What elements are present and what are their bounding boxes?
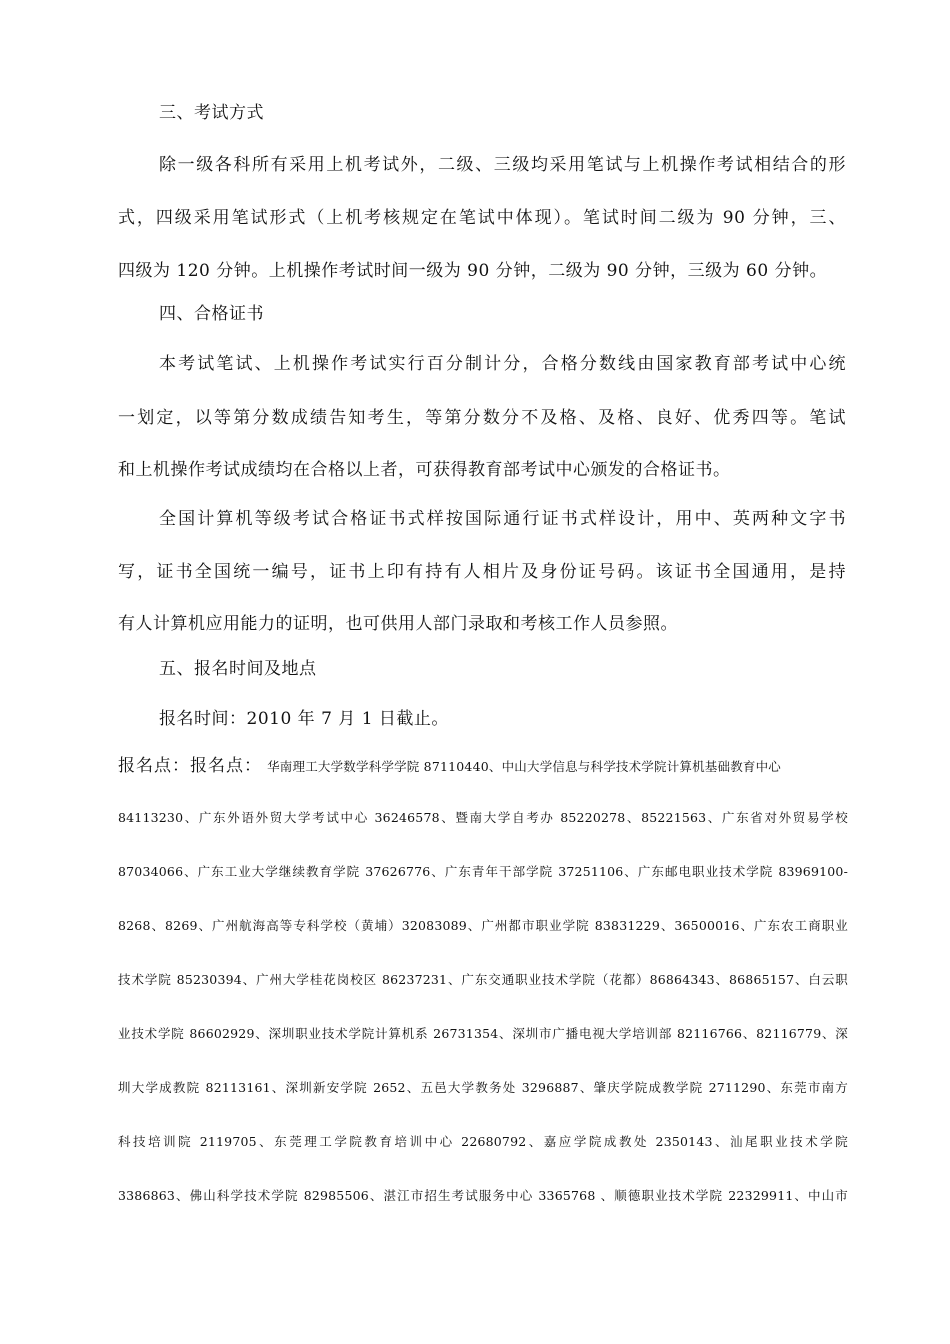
registration-points-line-3: 8268、8269、广州航海高等专科学校（黄埔）32083089、广州都市职业学院 83831229、36500016、广东农工商职业 xyxy=(118,918,848,933)
section-4-para-1-line-1: 本考试笔试、上机操作考试实行百分制计分，合格分数线由国家教育部考试中心统 xyxy=(159,354,846,374)
registration-points-line-6: 圳大学成教院 82113161、深圳新安学院 2652、五邑大学教务处 3296887、肇庆学院成教学院 2711290、东莞市南方 xyxy=(118,1080,848,1095)
section-3-heading: 三、考试方式 xyxy=(159,103,264,123)
section-4-heading: 四、合格证书 xyxy=(159,304,264,324)
section-4-para-1-line-2: 一划定，以等第分数成绩告知考生，等第分数分不及格、及格、良好、优秀四等。笔试 xyxy=(118,408,846,428)
section-3-line-3: 四级为 120 分钟。上机操作考试时间一级为 90 分钟，二级为 90 分钟，三级为 60 分钟。 xyxy=(118,261,828,281)
section-4-para-1-line-3: 和上机操作考试成绩均在合格以上者，可获得教育部考试中心颁发的合格证书。 xyxy=(118,460,731,480)
section-5-heading: 五、报名时间及地点 xyxy=(159,659,317,679)
registration-points-line-1: 84113230、广东外语外贸大学考试中心 36246578、暨南大学自考办 85220278、85221563、广东省对外贸易学校 xyxy=(118,810,848,825)
registration-points-label: 报名点：报名点： xyxy=(118,756,262,776)
registration-points-line-4: 技术学院 85230394、广州大学桂花岗校区 86237231、广东交通职业技术学院（花都）86864343、86865157、白云职 xyxy=(118,972,848,987)
section-3-line-2: 式，四级采用笔试形式（上机考核规定在笔试中体现）。笔试时间二级为 90 分钟，三、 xyxy=(118,208,846,228)
section-4-para-2-line-2: 写，证书全国统一编号，证书上印有持有人相片及身份证号码。该证书全国通用，是持 xyxy=(118,562,846,582)
section-4-para-2-line-1: 全国计算机等级考试合格证书式样按国际通行证书式样设计，用中、英两种文字书 xyxy=(159,509,846,529)
registration-points-first-text: 华南理工大学数学科学学院 87110440、中山大学信息与科学技术学院计算机基础教育中心 xyxy=(267,759,781,774)
registration-points-line-5: 业技术学院 86602929、深圳职业技术学院计算机系 26731354、深圳市广播电视大学培训部 82116766、82116779、深 xyxy=(118,1026,848,1041)
registration-points-first-line xyxy=(118,754,848,779)
registration-points-line-8: 3386863、佛山科学技术学院 82985506、湛江市招生考试服务中心 3365768 、顺德职业技术学院 22329911、中山市 xyxy=(118,1188,848,1203)
registration-time: 报名时间：2010 年 7 月 1 日截止。 xyxy=(159,709,449,729)
registration-points-line-2: 87034066、广东工业大学继续教育学院 37626776、广东青年干部学院 37251106、广东邮电职业技术学院 83969100- xyxy=(118,864,848,879)
registration-points-line-7: 科技培训院 2119705、东莞理工学院教育培训中心 22680792、嘉应学院成教处 2350143、汕尾职业技术学院 xyxy=(118,1134,848,1149)
section-4-para-2-line-3: 有人计算机应用能力的证明，也可供用人部门录取和考核工作人员参照。 xyxy=(118,614,678,634)
section-3-line-1: 除一级各科所有采用上机考试外，二级、三级均采用笔试与上机操作考试相结合的形 xyxy=(159,155,846,175)
